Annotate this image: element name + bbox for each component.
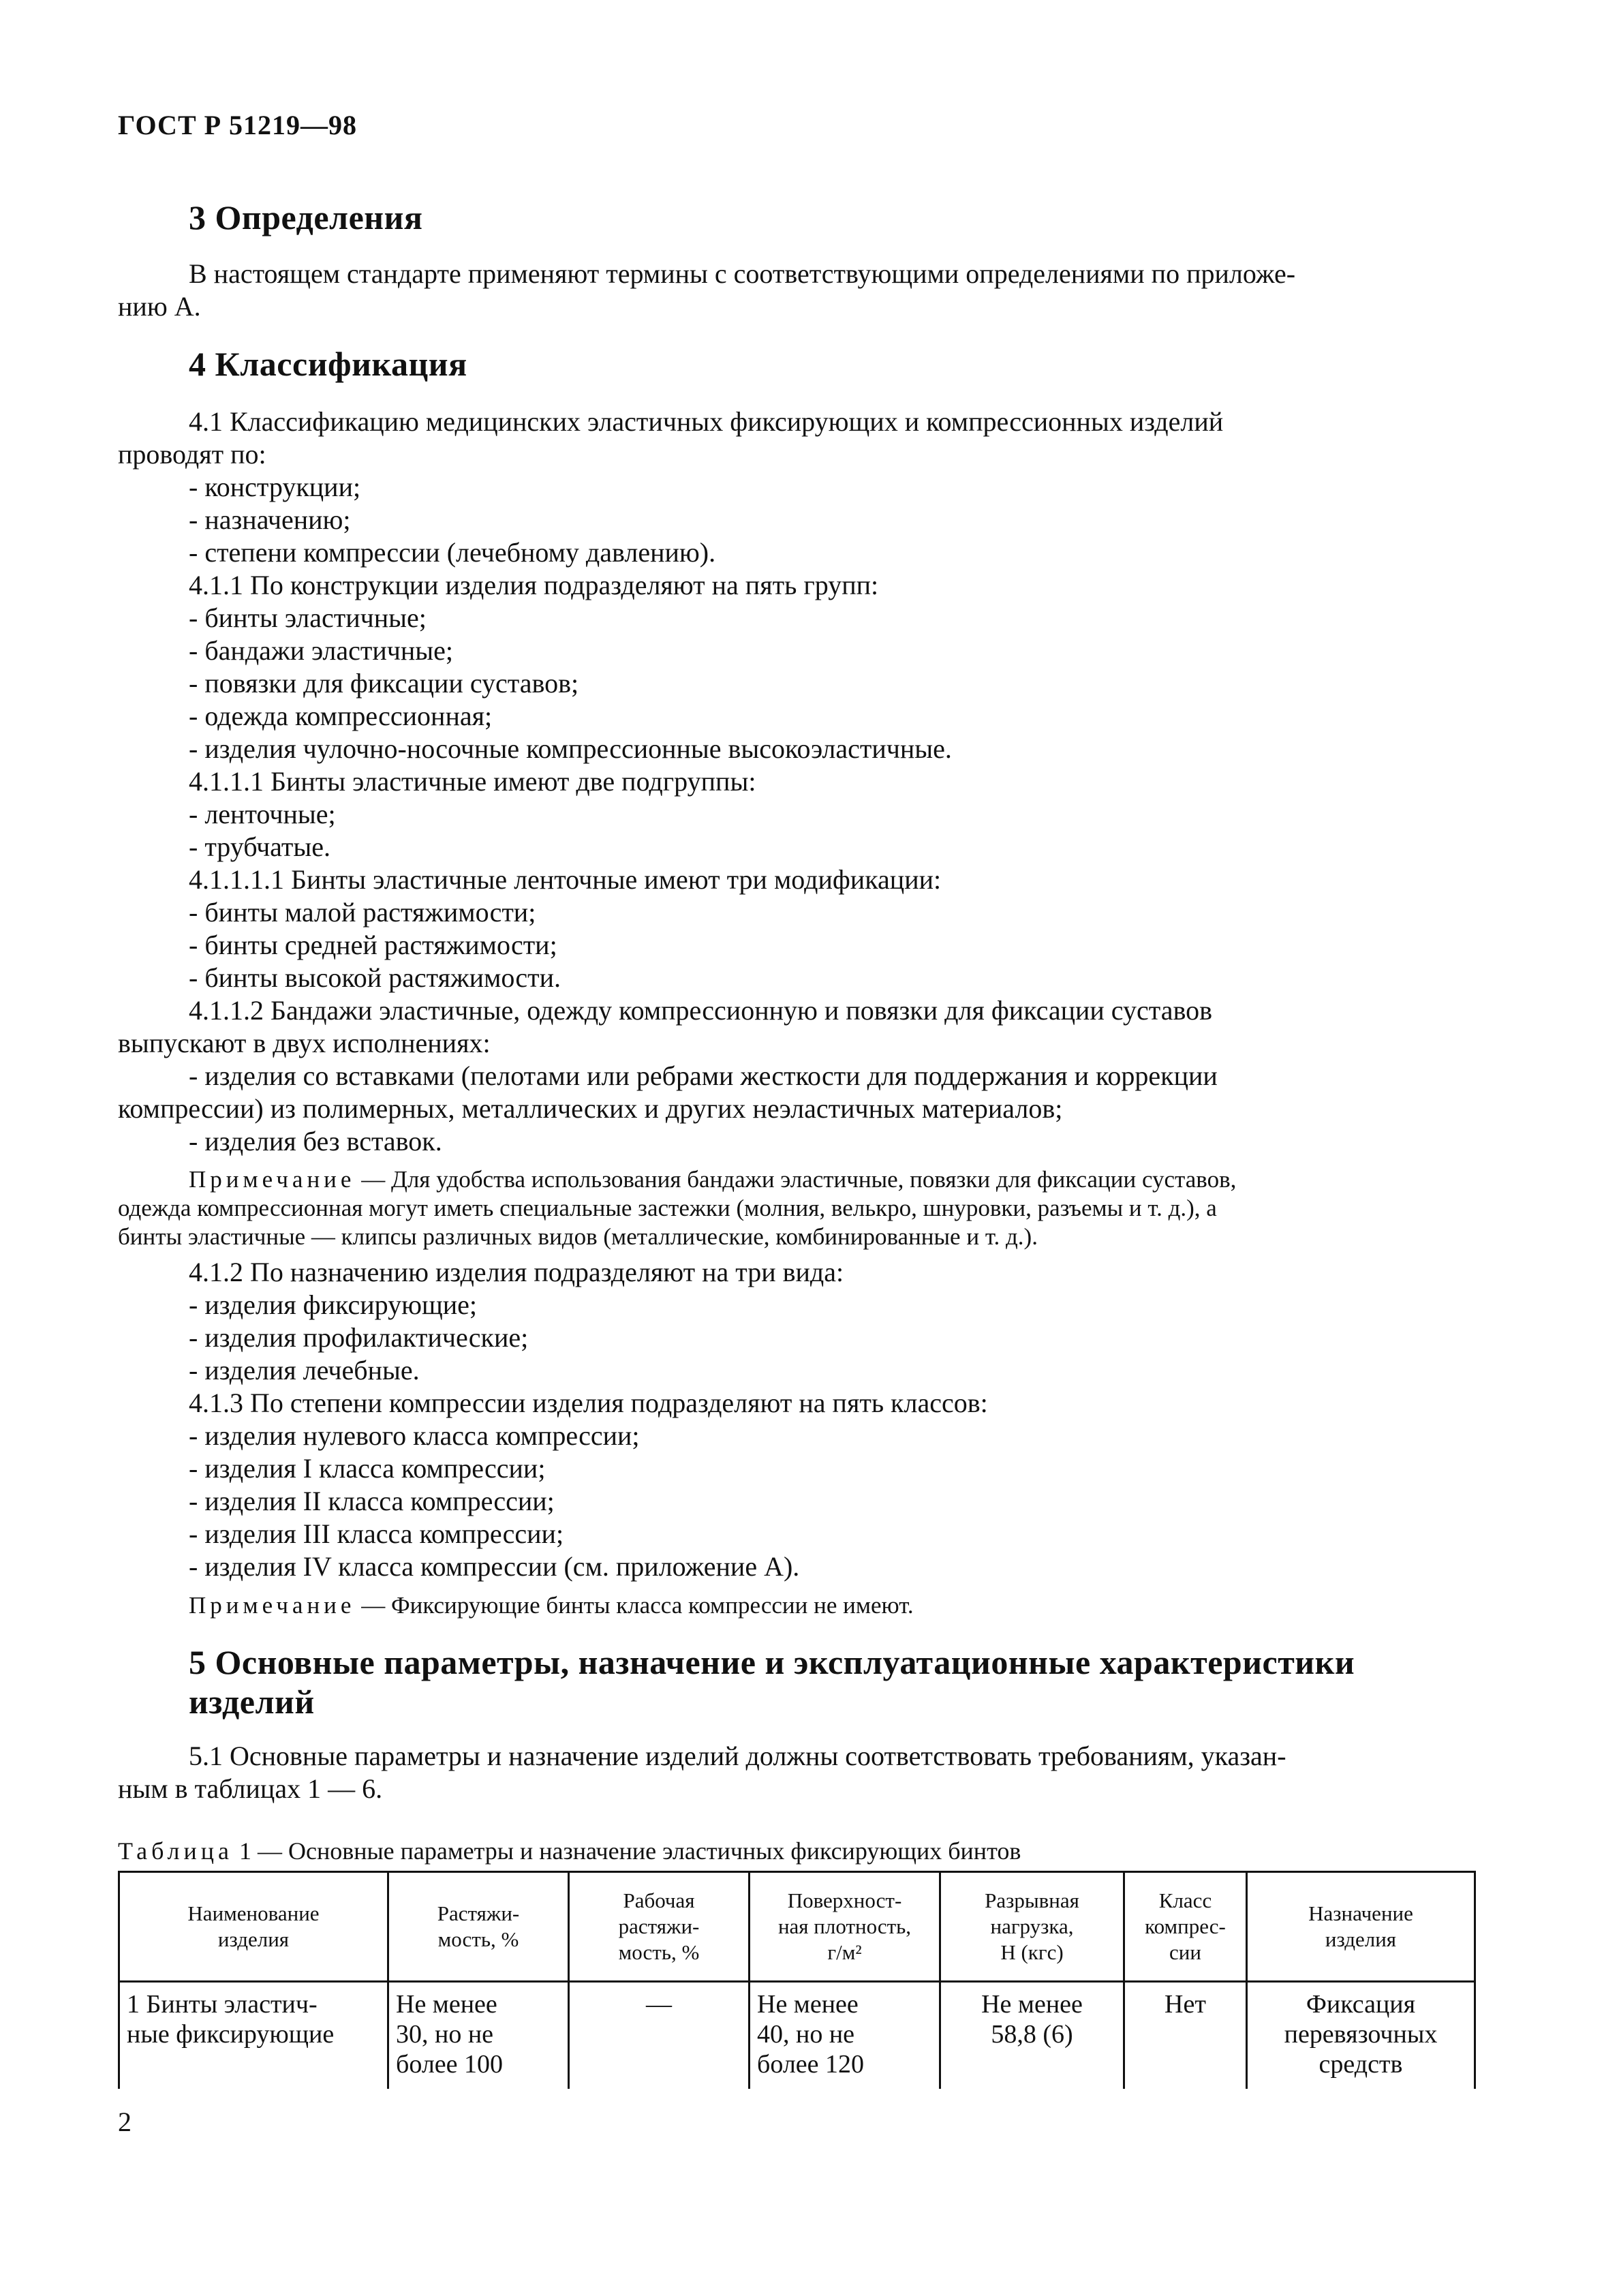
list-item: - бинты средней растяжимости; [189,930,557,960]
p41111: 4.1.1.1.1 Бинты эластичные ленточные имеют три модификации: [189,864,942,895]
table-1-caption [118,1837,1021,1865]
table-cell: Не менее 30, но не более 100 [388,1982,569,2090]
list-item: - ленточные; [189,799,336,829]
p4112-line-2: выпускают в двух исполнениях: [118,1028,491,1058]
section-3-text-line-2: нию А. [118,291,201,322]
note-text: — Фиксирующие бинты класса компрессии не имеют. [355,1592,914,1619]
table-cell: Не менее 58,8 (6) [940,1982,1124,2090]
table-header-row [119,1872,1475,1982]
p413: 4.1.3 По степени компрессии изделия подразделяют на пять классов: [189,1388,988,1418]
list-item: - изделия лечебные. [189,1355,420,1386]
note-text: — Для удобства использования бандажи эластичные, повязки для фиксации суставов, [355,1166,1237,1193]
p4112-item1-line-1: - изделия со вставками (пелотами или ребрами жесткости для поддержания и коррекции [189,1060,1218,1091]
list-item: - изделия нулевого класса компрессии; [189,1420,640,1451]
p51-line-2: ным в таблицах 1 — 6. [118,1773,383,1804]
p411: 4.1.1 По конструкции изделия подразделяют на пять групп: [189,570,879,600]
list-item: - изделия IV класса компрессии (см. приложение А). [189,1551,800,1582]
p4112-line-1: 4.1.1.2 Бандажи эластичные, одежду компрессионную и повязки для фиксации суставов [189,995,1212,1026]
table-cell: Не менее 40, но не более 120 [750,1982,940,2090]
table-header-cell: Рабочая растяжи- мость, % [569,1872,750,1982]
standard-header: ГОСТ Р 51219—98 [118,110,358,140]
list-item: - конструкции; [189,472,361,502]
list-item: - изделия I класса компрессии; [189,1453,546,1484]
list-item: - степени компрессии (лечебному давлению). [189,537,716,568]
p4111: 4.1.1.1 Бинты эластичные имеют две подгруппы: [189,766,756,797]
list-item: - бинты высокой растяжимости. [189,962,561,993]
p4112-item2: - изделия без вставок. [189,1126,442,1157]
p51-line-1: 5.1 Основные параметры и назначение изделий должны соответствовать требованиям, указан- [189,1741,1286,1771]
list-item: - изделия фиксирующие; [189,1289,478,1320]
list-item: - бинты эластичные; [189,602,427,633]
list-item: - назначению; [189,504,351,535]
p4112-item1-line-2: компрессии) из полимерных, металлических и других неэластичных материалов; [118,1093,1063,1124]
section-5-title-line-1: 5 Основные параметры, назначение и эксплуатационные характеристики [189,1643,1355,1681]
list-item: - трубчатые. [189,831,331,862]
table-caption-label: Таблица [118,1837,233,1865]
table-caption-text: 1 — Основные параметры и назначение эластичных фиксирующих бинтов [232,1837,1021,1865]
table-cell: Нет [1124,1982,1247,2090]
note-label: Примечание [189,1166,356,1193]
note-label: Примечание [189,1592,356,1619]
list-item: - изделия чулочно-носочные компрессионные высокоэластичные. [189,733,952,764]
p41-line-1: 4.1 Классификацию медицинских эластичных фиксирующих и компрессионных изделий [189,406,1224,437]
p412: 4.1.2 По назначению изделия подразделяют на три вида: [189,1257,844,1287]
page-number: 2 [118,2107,132,2137]
table-cell: — [569,1982,750,2090]
table-header-cell: Поверхност- ная плотность, г/м² [750,1872,940,1982]
table-header-cell: Наименование изделия [119,1872,388,1982]
table-header-cell: Класс компрес- сии [1124,1872,1247,1982]
table-header-cell: Разрывная нагрузка, Н (кгс) [940,1872,1124,1982]
table-header-cell: Растяжи- мость, % [388,1872,569,1982]
list-item: - изделия профилактические; [189,1322,529,1353]
section-3-text-line-1: В настоящем стандарте применяют термины с соответствующими определениями по приложе- [189,258,1296,289]
note-1-line-2: одежда компрессионная могут иметь специальные застежки (молния, велькро, шнуровки, разъемы и т. д.), а [118,1195,1217,1221]
note-1-line-3: бинты эластичные — клипсы различных видов (металлические, комбинированные и т. д.). [118,1223,1038,1250]
section-4-title: 4 Классификация [189,345,467,383]
table-cell: 1 Бинты эластич- ные фиксирующие [119,1982,388,2090]
note-2 [189,1591,914,1620]
list-item: - бандажи эластичные; [189,635,454,666]
note-1-line-1 [189,1165,1236,1194]
section-5-title-line-2: изделий [189,1683,315,1721]
list-item: - изделия II класса компрессии; [189,1486,555,1516]
list-item: - изделия III класса компрессии; [189,1518,564,1549]
list-item: - повязки для фиксации суставов; [189,668,579,699]
table-cell: Фиксация перевязочных средств [1247,1982,1475,2090]
section-3-title: 3 Определения [189,198,423,236]
p41-line-2: проводят по: [118,439,266,470]
table-header-cell: Назначение изделия [1247,1872,1475,1982]
list-item: - бинты малой растяжимости; [189,897,536,928]
table-1 [118,1871,1476,2089]
table-row [119,1982,1475,2090]
list-item: - одежда компрессионная; [189,701,493,731]
